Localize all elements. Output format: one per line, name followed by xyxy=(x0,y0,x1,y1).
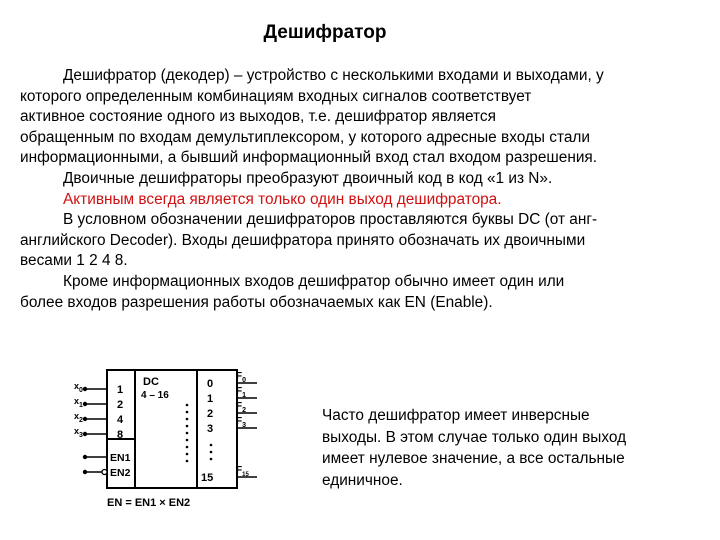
paragraph-line: более входов разрешения работы обозначаемых как EN (Enable). xyxy=(20,293,493,311)
weight-label: 2 xyxy=(117,399,124,411)
decoder-symbol-diagram xyxy=(55,365,280,515)
enable-label-en2: EN2 xyxy=(110,467,131,479)
output-label-f1: $F_1$ xyxy=(236,386,247,399)
output-label-f3: $F_3$ xyxy=(236,416,247,429)
paragraph-line: В условном обозначении дешифраторов проставляются буквы DC (от анг- xyxy=(63,211,598,229)
enable-formula: EN = EN1 × EN2 xyxy=(107,497,191,509)
dc-range-label: 4 – 16 xyxy=(141,390,169,401)
paragraph-line: Двоичные дешифраторы преобразуют двоичный код в код «1 из N». xyxy=(63,169,553,187)
note-line: единичное. xyxy=(322,471,403,489)
weight-label: 4 xyxy=(117,414,124,426)
output-number: 2 xyxy=(207,408,214,420)
note-text xyxy=(322,405,702,491)
paragraph-line: Дешифратор (декодер) – устройство с несколькими входами и выходами, у xyxy=(63,67,604,84)
paragraph-line: которого определенным комбинациям входных сигналов соответствует xyxy=(20,87,532,105)
output-label-f0: $F_0$ xyxy=(236,371,247,384)
paragraph-line: весами 1 2 4 8. xyxy=(20,252,128,270)
highlighted-line: Активным всегда является только один выход дешифратора. xyxy=(63,190,502,208)
paragraph-line: английского Decoder). Входы дешифратора принято обозначать их двоичными xyxy=(20,231,586,249)
weight-label: 1 xyxy=(117,384,124,396)
input-label-x2: $x_2$ xyxy=(74,411,83,424)
output-number: 1 xyxy=(207,393,214,405)
output-label-f15: $F_{15}$ xyxy=(236,465,249,478)
paragraph-line: информационными, а бывший информационный вход стал входом разрешения. xyxy=(20,149,598,167)
page-title: Дешифратор xyxy=(263,22,387,43)
paragraph-line: Кроме информационных входов дешифратор обычно имеет один или xyxy=(63,272,565,290)
note-line: Часто дешифратор имеет инверсные xyxy=(322,407,590,424)
enable-label-en1: EN1 xyxy=(110,452,131,464)
output-label-f2: $F_2$ xyxy=(236,401,247,414)
note-line: имеет нулевое значение, а все остальные xyxy=(322,450,625,467)
weight-label: 8 xyxy=(117,429,124,441)
output-number: 15 xyxy=(201,472,214,484)
inversion-bubble xyxy=(102,470,107,475)
main-text xyxy=(20,66,710,313)
paragraph-line: активное состояние одного из выходов, т.е. дешифратор является xyxy=(20,108,496,126)
input-label-x0: $x_0$ xyxy=(74,381,83,394)
output-number: 3 xyxy=(207,423,214,435)
dc-label: DC xyxy=(143,376,159,388)
note-line: выходы. В этом случае только один выход xyxy=(322,428,627,446)
paragraph-line: обращенным по входам демультиплексором, у которого адресные входы стали xyxy=(20,128,590,146)
input-label-x3: $x_3$ xyxy=(74,426,83,439)
output-number: 0 xyxy=(207,378,214,390)
input-label-x1: $x_1$ xyxy=(74,396,83,409)
